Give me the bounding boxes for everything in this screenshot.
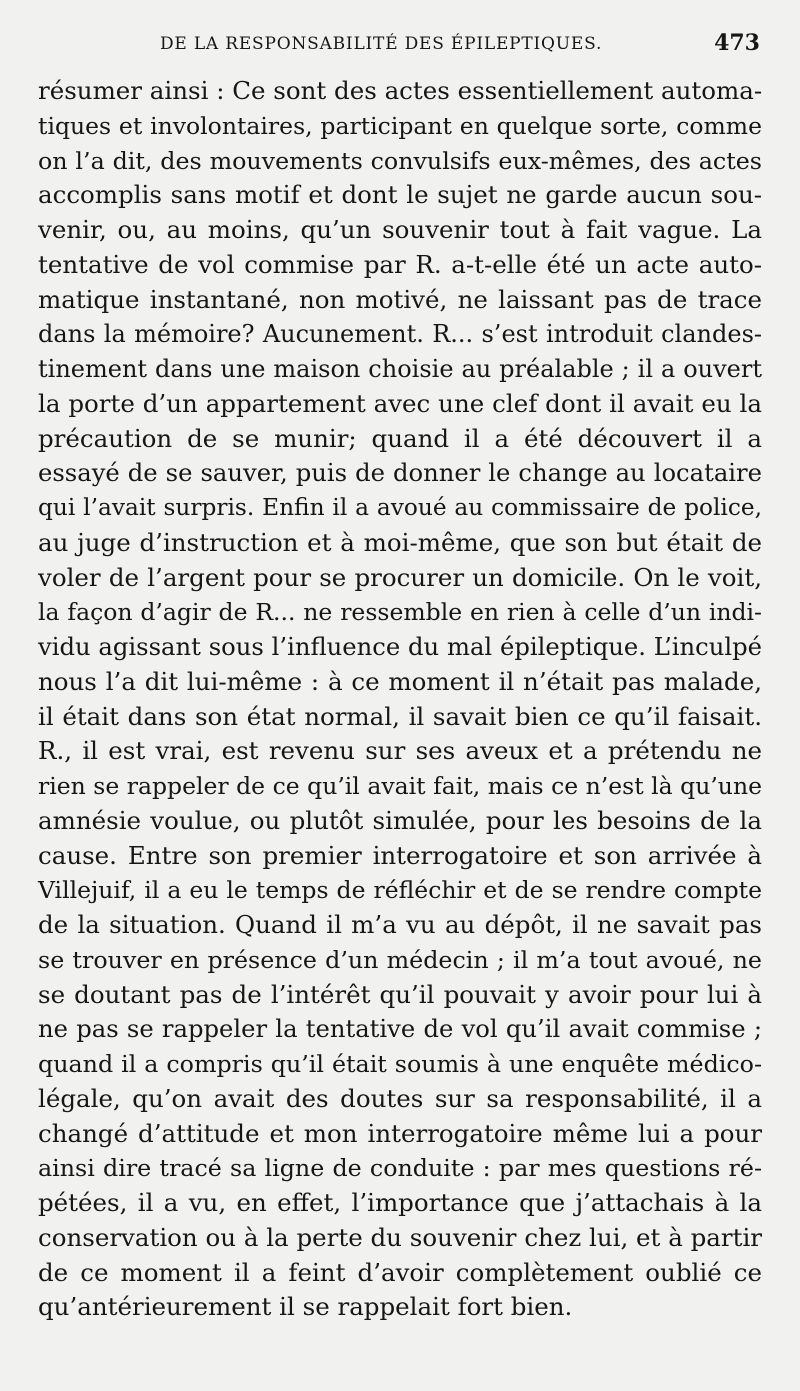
text-line: pétées, il a vu, en effet, l’importance que j’attachais à la [38, 1188, 762, 1217]
running-head: DE LA RESPONSABILITÉ DES ÉPILEPTIQUES. [160, 34, 603, 54]
text-line: la façon d’agir de R... ne ressemble en rien à celle d’un indi- [38, 598, 762, 627]
text-line: se doutant pas de l’intérêt qu’il pouvait y avoir pour lui à [38, 979, 762, 1009]
text-line: la porte d’un appartement avec une clef dont il avait eu la [38, 388, 762, 418]
text-line: dans la mémoire? Aucunement. R... s’est introduit clandes- [38, 320, 762, 349]
text-line: au juge d’instruction et à moi-même, que son but était de [38, 527, 762, 557]
text-line: nous l’a dit lui-même : à ce moment il n’était pas malade, [38, 666, 762, 696]
text-line: cause. Entre son premier interrogatoire et son arrivée à [38, 840, 762, 870]
text-line: conservation ou à la perte du souvenir chez lui, et à partir [38, 1222, 762, 1252]
text-line: résumer ainsi : Ce sont des actes essentiellement automa- [38, 76, 763, 105]
text-line: qui l’avait surpris. Enfin il a avoué au commissaire de police, [38, 494, 762, 521]
text-line: voler de l’argent pour se procurer un domicile. On le voit, [38, 562, 762, 592]
text-line: venir, ou, au moins, qu’un souvenir tout à fait vague. La [38, 215, 762, 244]
text-line: quand il a compris qu’il était soumis à une enquête médico- [38, 1050, 762, 1078]
text-line: changé d’attitude et mon interrogatoire même lui a pour [38, 1118, 762, 1148]
text-line: tentative de vol commise par R. a-t-elle été un acte auto- [38, 249, 762, 279]
text-line: on l’a dit, des mouvements convulsifs eux-mêmes, des actes [38, 146, 762, 175]
text-line: essayé de se sauver, puis de donner le change au locataire [38, 458, 762, 488]
text-line-last: qu’antérieurement il se rappelait fort bien. [38, 1292, 573, 1322]
body-text [38, 74, 762, 1325]
text-line: se trouver en présence d’un médecin ; il m’a tout avoué, ne [38, 945, 762, 974]
text-line: rien se rappeler de ce qu’il avait fait, mais ce n’est là qu’une [38, 772, 762, 800]
text-line: tiques et involontaires, participant en quelque sorte, comme [38, 111, 762, 140]
text-line: précaution de se munir; quand il a été découvert il a [38, 423, 762, 453]
page-number: 473 [714, 30, 760, 56]
text-line: amnésie voulue, ou plutôt simulée, pour les besoins de la [38, 805, 762, 835]
text-line: matique instantané, non motivé, ne laissant pas de trace [38, 284, 762, 314]
text-line: vidu agissant sous l’influence du mal épileptique. L’inculpé [38, 632, 762, 661]
text-line: accomplis sans motif et dont le sujet ne garde aucun sou- [38, 180, 762, 210]
text-line: légale, qu’on avait des doutes sur sa responsabilité, il a [38, 1083, 762, 1113]
text-line: de la situation. Quand il m’a vu au dépôt, il ne savait pas [38, 910, 762, 939]
text-line: de ce moment il a feint d’avoir complètement oublié ce [38, 1257, 762, 1287]
text-line: Villejuif, il a eu le temps de réfléchir et de se rendre compte [38, 876, 762, 905]
page-header [40, 30, 760, 68]
text-line: ne pas se rappeler la tentative de vol qu’il avait commise ; [38, 1014, 762, 1044]
text-line: R., il est vrai, est revenu sur ses aveux et a prétendu ne [38, 736, 762, 766]
text-line: il était dans son état normal, il savait bien ce qu’il faisait. [38, 701, 762, 731]
text-line: ainsi dire tracé sa ligne de conduite : par mes questions ré- [38, 1154, 762, 1183]
text-line: tinement dans une maison choisie au préalable ; il a ouvert [38, 355, 762, 383]
